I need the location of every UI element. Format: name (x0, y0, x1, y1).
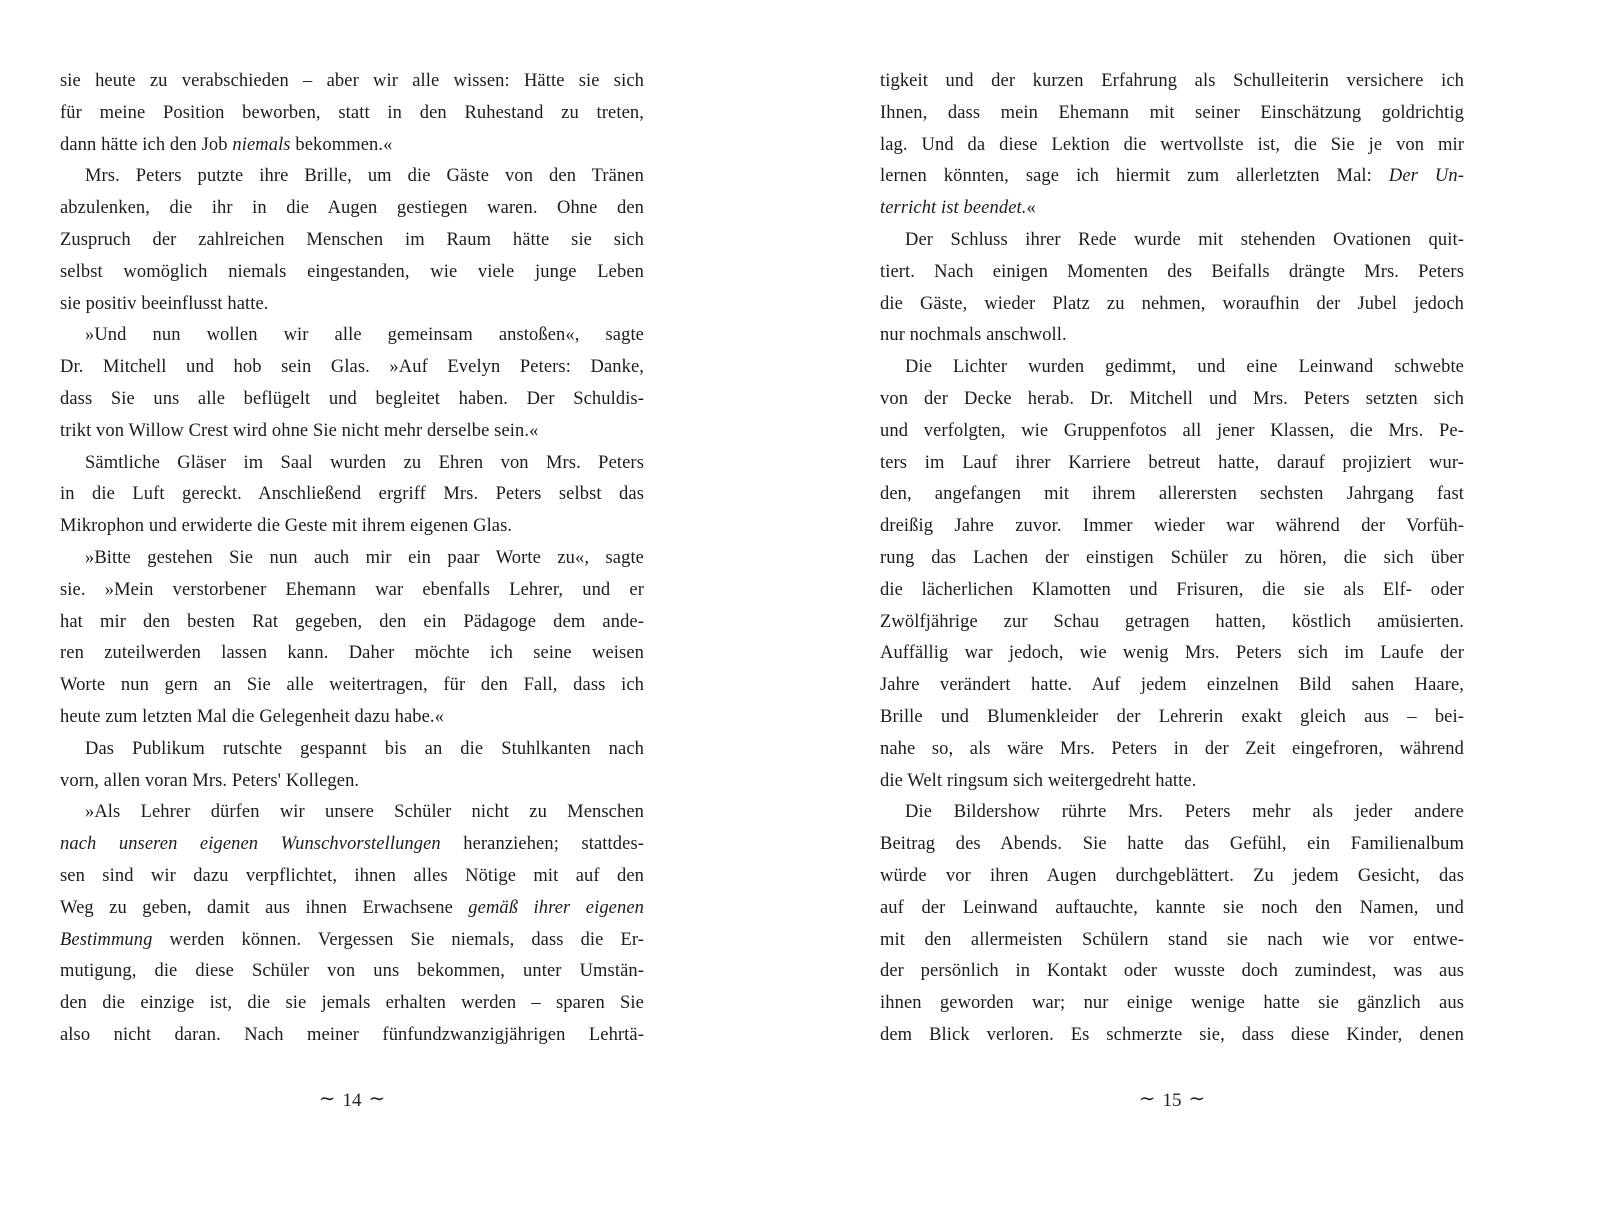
text-line: sie heute zu verabschieden – aber wir alle wissen: Hätte sie sich (60, 71, 644, 91)
text-line: »Bitte gestehen Sie nun auch mir ein paar Worte zu«, sagte (85, 547, 644, 568)
text-line: nach unseren eigenen Wunschvorstellungen heranziehen; stattdes- (60, 834, 644, 855)
text-line: dass Sie uns alle beflügelt und begleitet haben. Der Schuldis- (60, 388, 644, 409)
text-line: Jahre verändert hatte. Auf jedem einzelnen Bild sahen Haare, (880, 675, 1464, 696)
text-line: Dr. Mitchell und hob sein Glas. »Auf Evelyn Peters: Danke, (60, 357, 644, 378)
text-line: Bestimmung werden können. Vergessen Sie niemals, dass die Er- (60, 929, 644, 950)
folio-ornament-right: ∼ (1188, 1088, 1206, 1110)
text-line: trikt von Willow Crest wird ohne Sie nicht mehr derselbe sein.« (60, 420, 539, 441)
text-line: dem Blick verloren. Es schmerzte sie, dass diese Kinder, denen (880, 1024, 1464, 1045)
text-line: Das Publikum rutschte gespannt bis an die Stuhlkanten nach (85, 738, 644, 759)
text-line: auf der Leinwand auftauchte, kannte sie noch den Namen, und (880, 897, 1464, 918)
text-line: sie positiv beeinflusst hatte. (60, 293, 269, 314)
folio-ornament-left: ∼ (1138, 1088, 1156, 1110)
page-right-folio (880, 1087, 1464, 1112)
text-line: Auffällig war jedoch, wie wenig Mrs. Peters sich im Laufe der (880, 643, 1464, 664)
text-line: hat mir den besten Rat gegeben, den ein Pädagoge dem ande- (60, 611, 644, 632)
text-line: also nicht daran. Nach meiner fünfundzwanzigjährigen Lehrtä- (60, 1024, 644, 1045)
page-number-right: 15 (1162, 1090, 1182, 1111)
text-line: lernen könnten, sage ich hiermit zum allerletzten Mal: Der Un- (880, 166, 1464, 187)
text-line: Beitrag des Abends. Sie hatte das Gefühl, ein Familienalbum (880, 834, 1464, 855)
text-line: und verfolgten, wie Gruppenfotos all jener Klassen, die Mrs. Pe- (880, 420, 1464, 441)
text-line: terricht ist beendet.« (880, 198, 1036, 219)
text-line: nur nochmals anschwoll. (880, 325, 1067, 346)
text-line: »Und nun wollen wir alle gemeinsam anstoßen«, sagte (85, 325, 644, 346)
text-line: Worte nun gern an Sie alle weitertragen, für den Fall, dass ich (60, 675, 644, 696)
text-line: den, angefangen mit ihrem allerersten sechsten Jahrgang fast (880, 484, 1464, 505)
text-line: von der Decke herab. Dr. Mitchell und Mrs. Peters setzten sich (880, 388, 1464, 409)
text-line: lag. Und da diese Lektion die wertvollste ist, die Sie je von mir (880, 134, 1464, 155)
text-line: Ihnen, dass mein Ehemann mit seiner Einschätzung goldrichtig (880, 102, 1464, 123)
text-line: dreißig Jahre zuvor. Immer wieder war während der Vorfüh- (880, 516, 1464, 537)
text-line: abzulenken, die ihr in die Augen gestiegen waren. Ohne den (60, 198, 644, 219)
text-line: würde vor ihren Augen durchgeblättert. Zu jedem Gesicht, das (880, 865, 1464, 886)
text-line: tigkeit und der kurzen Erfahrung als Schulleiterin versichere ich (880, 71, 1464, 91)
page-right-text-column (880, 66, 1464, 1052)
text-line: die lächerlichen Klamotten und Frisuren, die sie als Elf- oder (880, 579, 1464, 600)
text-line: »Als Lehrer dürfen wir unsere Schüler nicht zu Menschen (85, 802, 644, 823)
text-line: ren zuteilwerden lassen kann. Daher möchte ich seine weisen (60, 643, 644, 664)
text-line: dann hätte ich den Job niemals bekommen.« (60, 134, 393, 155)
text-line: Zwölfjährige zur Schau getragen hatten, köstlich amüsierten. (880, 611, 1464, 632)
text-line: den die einzige ist, die sie jemals erhalten werden – sparen Sie (60, 993, 644, 1014)
text-line: ters im Lauf ihrer Karriere betreut hatte, darauf projiziert wur- (880, 452, 1464, 473)
text-line: rung das Lachen der einstigen Schüler zu hören, die sich über (880, 547, 1464, 568)
folio-ornament-right: ∼ (368, 1088, 386, 1110)
text-line: Weg zu geben, damit aus ihnen Erwachsene gemäß ihrer eigenen (60, 897, 644, 918)
text-line: Der Schluss ihrer Rede wurde mit stehenden Ovationen quit- (905, 229, 1464, 250)
text-line: vorn, allen voran Mrs. Peters' Kollegen. (60, 770, 360, 791)
text-line: Die Lichter wurden gedimmt, und eine Leinwand schwebte (905, 357, 1464, 378)
folio-ornament-left: ∼ (318, 1088, 336, 1110)
text-line: heute zum letzten Mal die Gelegenheit dazu habe.« (60, 706, 444, 727)
text-line: die Gäste, wieder Platz zu nehmen, woraufhin der Jubel jedoch (880, 293, 1464, 314)
text-line: nahe so, als wäre Mrs. Peters in der Zeit eingefroren, während (880, 738, 1464, 759)
text-line: Mikrophon und erwiderte die Geste mit ihrem eigenen Glas. (60, 516, 513, 537)
text-line: ihnen geworden war; nur einige wenige hatte sie gänzlich aus (880, 993, 1464, 1014)
text-line: Brille und Blumenkleider der Lehrerin exakt gleich aus – bei- (880, 706, 1464, 727)
text-line: selbst womöglich niemals eingestanden, wie viele junge Leben (60, 261, 644, 282)
text-line: der persönlich in Kontakt oder wusste doch zumindest, was aus (880, 961, 1464, 982)
text-line: Mrs. Peters putzte ihre Brille, um die Gäste von den Tränen (85, 166, 644, 187)
page-left-text-column (60, 66, 644, 1052)
text-line: mutigung, die diese Schüler von uns bekommen, unter Umstän- (60, 961, 644, 982)
text-line: Zuspruch der zahlreichen Menschen im Raum hätte sie sich (60, 229, 644, 250)
text-line: sen sind wir dazu verpflichtet, ihnen alles Nötige mit auf den (60, 865, 644, 886)
page-left-folio (60, 1087, 644, 1112)
text-line: in die Luft gereckt. Anschließend ergriff Mrs. Peters selbst das (60, 484, 644, 505)
page-number-left: 14 (342, 1090, 362, 1111)
text-line: tiert. Nach einigen Momenten des Beifalls drängte Mrs. Peters (880, 261, 1464, 282)
text-line: für meine Position beworben, statt in den Ruhestand zu treten, (60, 102, 644, 123)
text-line: Die Bildershow rührte Mrs. Peters mehr als jeder andere (905, 802, 1464, 823)
text-line: mit den allermeisten Schülern stand sie nach wie vor entwe- (880, 929, 1464, 950)
text-line: die Welt ringsum sich weitergedreht hatte. (880, 770, 1197, 791)
text-line: sie. »Mein verstorbener Ehemann war ebenfalls Lehrer, und er (60, 579, 644, 600)
page-right (800, 0, 1600, 1216)
text-line: Sämtliche Gläser im Saal wurden zu Ehren von Mrs. Peters (85, 452, 644, 473)
